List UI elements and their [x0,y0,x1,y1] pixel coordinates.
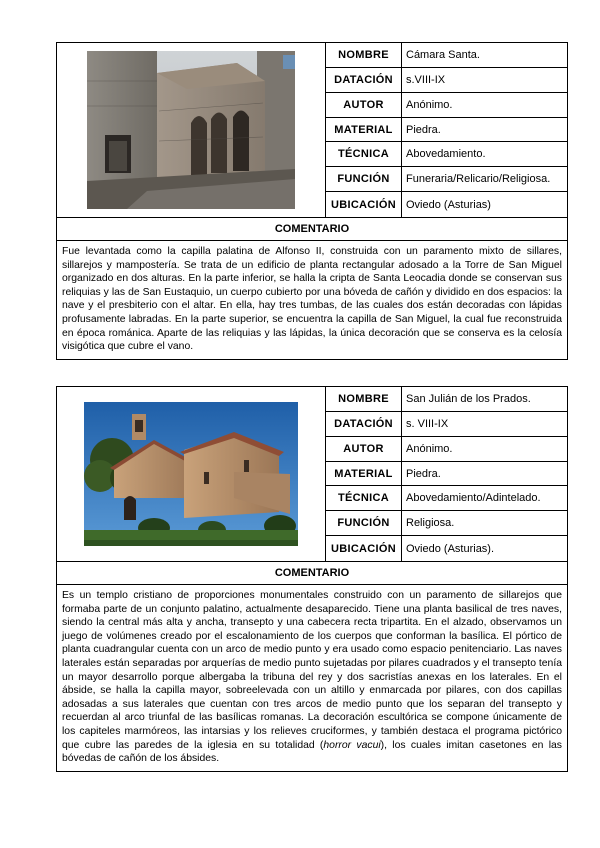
fact-value: Piedra. [406,467,441,480]
fact-label: UBICACIÓN [326,536,402,561]
facts-table [326,387,567,561]
fact-label: DATACIÓN [326,68,402,92]
fact-value: San Julián de los Prados. [406,392,531,405]
fact-row-autor [326,437,567,462]
fact-value: Oviedo (Asturias) [406,198,491,211]
fact-row-ubicacion [326,192,567,217]
fact-label: AUTOR [326,437,402,461]
fact-value: Cámara Santa. [406,48,480,61]
facts-table [326,43,567,217]
comment-text-part: ), los cuales imitan casetones en las bóvedas de cañón de los ábsides. [62,739,562,765]
photo-cell [57,43,326,217]
comment-text: Fue levantada como la capilla palatina de Alfonso II, construida con un paramento mixto de sillares, sillarejos y mampostería. Se trata de un edificio de planta rectangular adosado a la Torre de San Miguel organizado en dos alturas. En la parte inferior, se halla la cripta de Santa Leocadia donde se conservan sus reliquias y las de San Eustaquio, un cuerpo cubierto por una bóveda de cañón y dividido en dos espacios: la nave y el presbiterio con el altar. En ella, hay tres tumbas, de las cuales dos están decoradas con lápidas profusamente labradas. En la parte superior, se encuentra la capilla de San Miguel, la cual fue reconstruida en época románica. Aparte de las reliquias y las lápidas, la única decoración que se conserva es la celosía visigótica que cubre el vano. [62,246,562,353]
fact-row-funcion [326,511,567,536]
fact-row-material [326,462,567,487]
fact-row-datacion [326,68,567,93]
comment-italic-term: horror vacui [323,739,381,751]
fact-label: AUTOR [326,93,402,117]
fact-value: s. VIII-IX [406,417,449,430]
fact-row-funcion [326,167,567,192]
fact-label: TÉCNICA [326,486,402,510]
fact-row-tecnica [326,142,567,167]
fact-label: NOMBRE [326,43,402,67]
fact-label: TÉCNICA [326,142,402,166]
photo-cell [57,387,326,561]
fact-value: Anónimo. [406,98,453,111]
fact-value: s.VIII-IX [406,73,446,86]
fact-row-ubicacion [326,536,567,561]
fact-label: UBICACIÓN [326,192,402,217]
fact-label: FUNCIÓN [326,167,402,191]
fact-row-nombre [326,387,567,412]
camara-santa-photo [87,51,295,209]
artwork-card-san-julian [56,386,568,772]
artwork-card-camara-santa [56,42,568,360]
comment-text-part: Es un templo cristiano de proporciones monumentales construido con un paramento de sillarejos que formaba parte de un conjunto palatino, actualmente desaparecido. Tiene una planta basilical de tres naves, siendo la central más alta y ancha, transepto y una cabecera recta tripartita. En el alzado, observamos un juego de volúmenes creado por el escalonamiento de los cuerpos que conforman la basílica. El pórtico de planta cuadrangular cuenta con un arco de medio punto y era usado como espacio penitenciario. Las naves laterales están separadas por arquerías de medio punto sujetadas por pilares cuadrados y el transepto tenía un mayor desarrollo porque albergaba la tribuna del rey y dos sacristías anexas en los laterales. En el ábside, se halla la capilla mayor, sobreelevada con un altillo y enmarcada por pilares, con dos capillas adosadas a sus laterales que cuentan con tres arcos de medio punto que los separan del transepto y recuerdan al arco triunfal de las basílicas romanas. La decoración escultórica se compone únicamente de los capiteles marmóreos, las intarsias y los relieves cruciformes, y también destaca el programa pictórico que cubre las paredes de la iglesia en su totalidad ( [62,590,562,751]
fact-row-datacion [326,412,567,437]
fact-row-autor [326,93,567,118]
fact-value: Oviedo (Asturias). [406,542,495,555]
comment-text [57,585,567,771]
fact-value: Anónimo. [406,442,453,455]
fact-value: Religiosa. [406,517,455,530]
san-julian-photo [84,402,298,546]
fact-label: FUNCIÓN [326,511,402,535]
fact-row-nombre [326,43,567,68]
fact-label: MATERIAL [326,462,402,486]
card-header-row [57,387,567,562]
fact-value: Piedra. [406,123,441,136]
fact-label: MATERIAL [326,118,402,142]
fact-value: Abovedamiento/Adintelado. [406,492,541,505]
fact-value: Funeraria/Relicario/Religiosa. [406,173,551,186]
fact-label: DATACIÓN [326,412,402,436]
card-header-row [57,43,567,218]
fact-row-tecnica [326,486,567,511]
comment-heading: COMENTARIO [57,218,567,241]
fact-label: NOMBRE [326,387,402,411]
comment-heading: COMENTARIO [57,562,567,585]
fact-row-material [326,118,567,143]
fact-value: Abovedamiento. [406,148,486,161]
